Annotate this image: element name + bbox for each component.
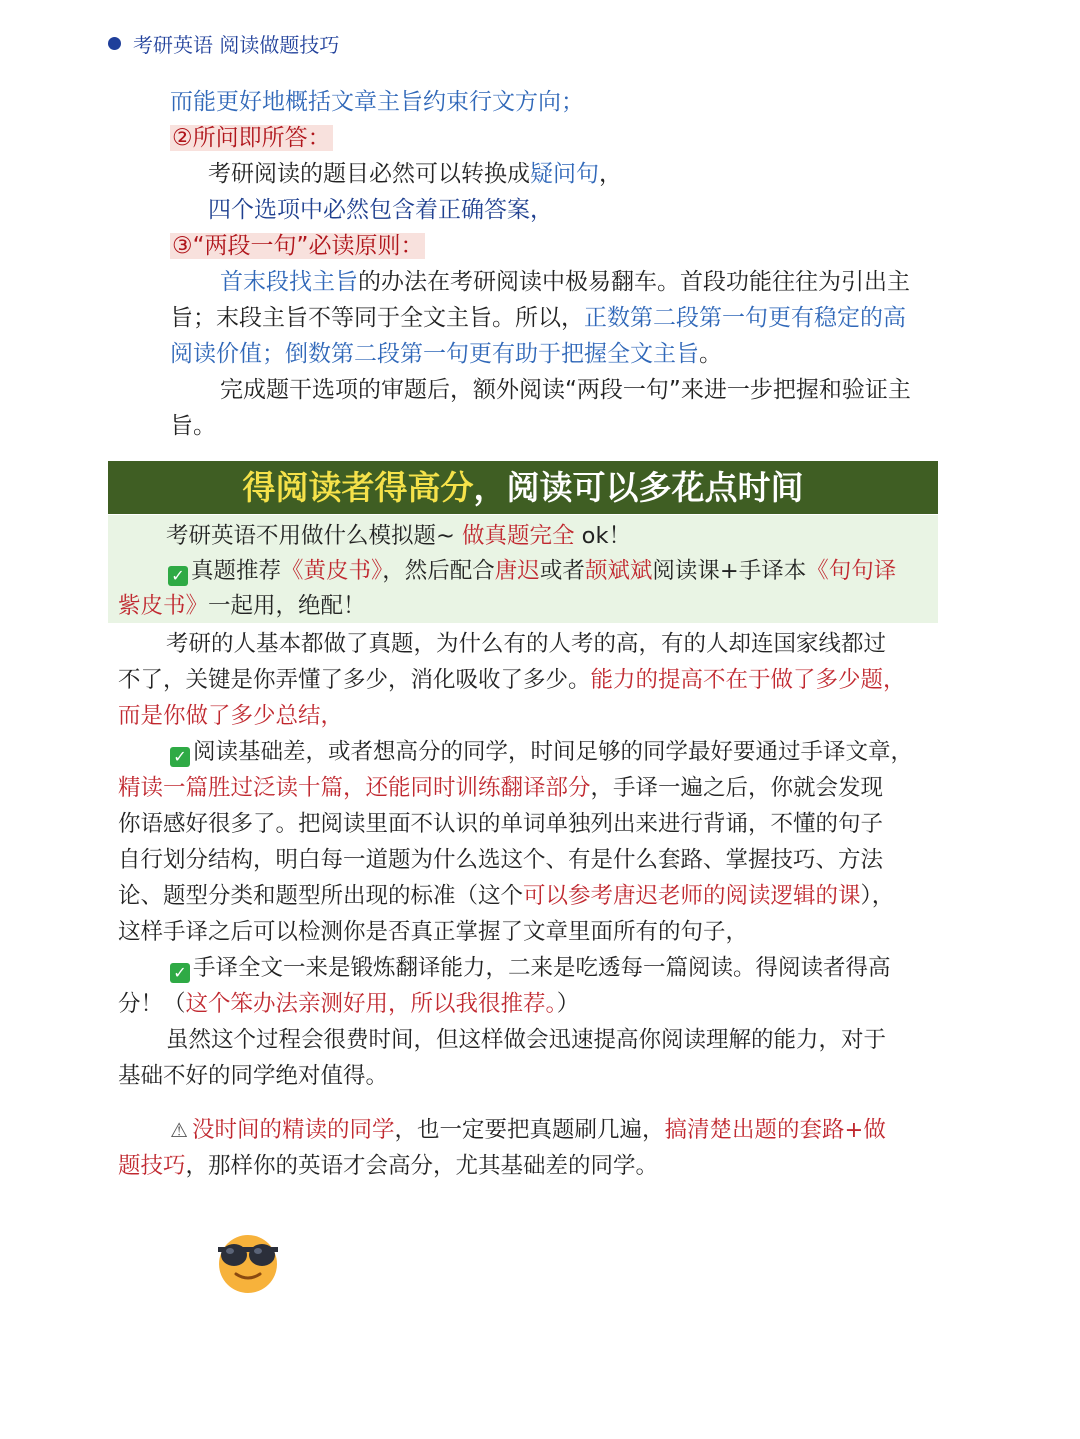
text-line: 而是你做了多少总结，: [118, 703, 344, 729]
text-line: 你语感好很多了。把阅读里面不认识的单词单独列出来进行背诵，不懂的句子: [118, 811, 884, 837]
section-banner: [108, 461, 938, 514]
doc-title: 考研英语 阅读做题技巧: [133, 32, 340, 57]
doc-header: [108, 28, 339, 58]
text-line: 四个选项中必然包含着正确答案，: [208, 197, 553, 223]
text-line: ✓ 手译全文一来是锻炼翻译能力，二来是吃透每一篇阅读。得阅读者得高: [118, 950, 940, 986]
subheading-3: ③“两段一句”必读原则：: [172, 233, 424, 259]
text-line: 旨。: [170, 413, 216, 439]
checkmark-icon: ✓: [168, 566, 188, 586]
warning-icon: ⚠: [170, 1118, 188, 1142]
text-line: 精读一篇胜过泛读十篇，还能同时训练翻译部分，手译一遍之后，你就会发现: [118, 775, 884, 801]
text-line: 考研英语不用做什么模拟题~ 做真题完全 ok！: [166, 523, 631, 549]
text-line: 考研阅读的题目必然可以转换成疑问句，: [208, 161, 622, 187]
text-line: 基础不好的同学绝对值得。: [118, 1063, 389, 1089]
sunglasses-emoji-icon: [214, 1230, 282, 1294]
bullet-dot-icon: [108, 37, 121, 50]
text-line: 论、题型分类和题型所出现的标准（这个可以参考唐迟老师的阅读逻辑的课），: [118, 883, 895, 909]
text-line: 首末段找主旨的办法在考研阅读中极易翻车。首段功能往往为引出主: [220, 269, 910, 295]
section-tips: [170, 84, 940, 444]
text-line: ✓ 真题推荐《黄皮书》，然后配合唐迟或者颉斌斌阅读课+手译本《句句译: [118, 554, 938, 589]
banner-highlight: 得阅读者得高分: [242, 468, 474, 507]
text-line: 题技巧，那样你的英语才会高分，尤其基础差的同学。: [118, 1153, 659, 1179]
text-line: ⚠ 没时间的精读的同学，也一定要把真题刷几遍，搞清楚出题的套路+做: [170, 1117, 886, 1143]
banner-text: ，阅读可以多花点时间: [473, 468, 804, 507]
subheading-2: ②所问即所答：: [172, 125, 331, 151]
text-line: 自行划分结构，明白每一道题为什么选这个、有是什么套路、掌握技巧、方法: [118, 847, 884, 873]
text-line: 阅读价值；倒数第二段第一句更有助于把握全文主旨。: [170, 341, 722, 367]
text-line: ✓ 阅读基础差，或者想高分的同学，时间足够的同学最好要通过手译文章，: [118, 734, 940, 770]
checkmark-icon: ✓: [170, 963, 190, 983]
text-line: 完成题干选项的审题后，额外阅读“两段一句”来进一步把握和验证主: [220, 377, 911, 403]
text-line: 不了，关键是你弄懂了多少，消化吸收了多少。能力的提高不在于做了多少题，: [118, 667, 906, 693]
main-body: [118, 626, 940, 1184]
text-line: 而能更好地概括文章主旨约束行文方向；: [170, 89, 584, 115]
checkmark-icon: ✓: [170, 747, 190, 767]
text-line: 虽然这个过程会很费时间，但这样做会迅速提高你阅读理解的能力，对于: [166, 1027, 887, 1053]
text-line: 旨；末段主旨不等同于全文主旨。所以，正数第二段第一句更有稳定的高: [170, 305, 906, 331]
text-line: 紫皮书》一起用，绝配！: [118, 593, 366, 619]
recommend-text: [118, 519, 938, 624]
text-line: 考研的人基本都做了真题，为什么有的人考的高，有的人却连国家线都过: [166, 631, 887, 657]
text-line: 这样手译之后可以检测你是否真正掌握了文章里面所有的句子，: [118, 919, 749, 945]
text-line: 分！（这个笨办法亲测好用，所以我很推荐。）: [118, 991, 580, 1017]
